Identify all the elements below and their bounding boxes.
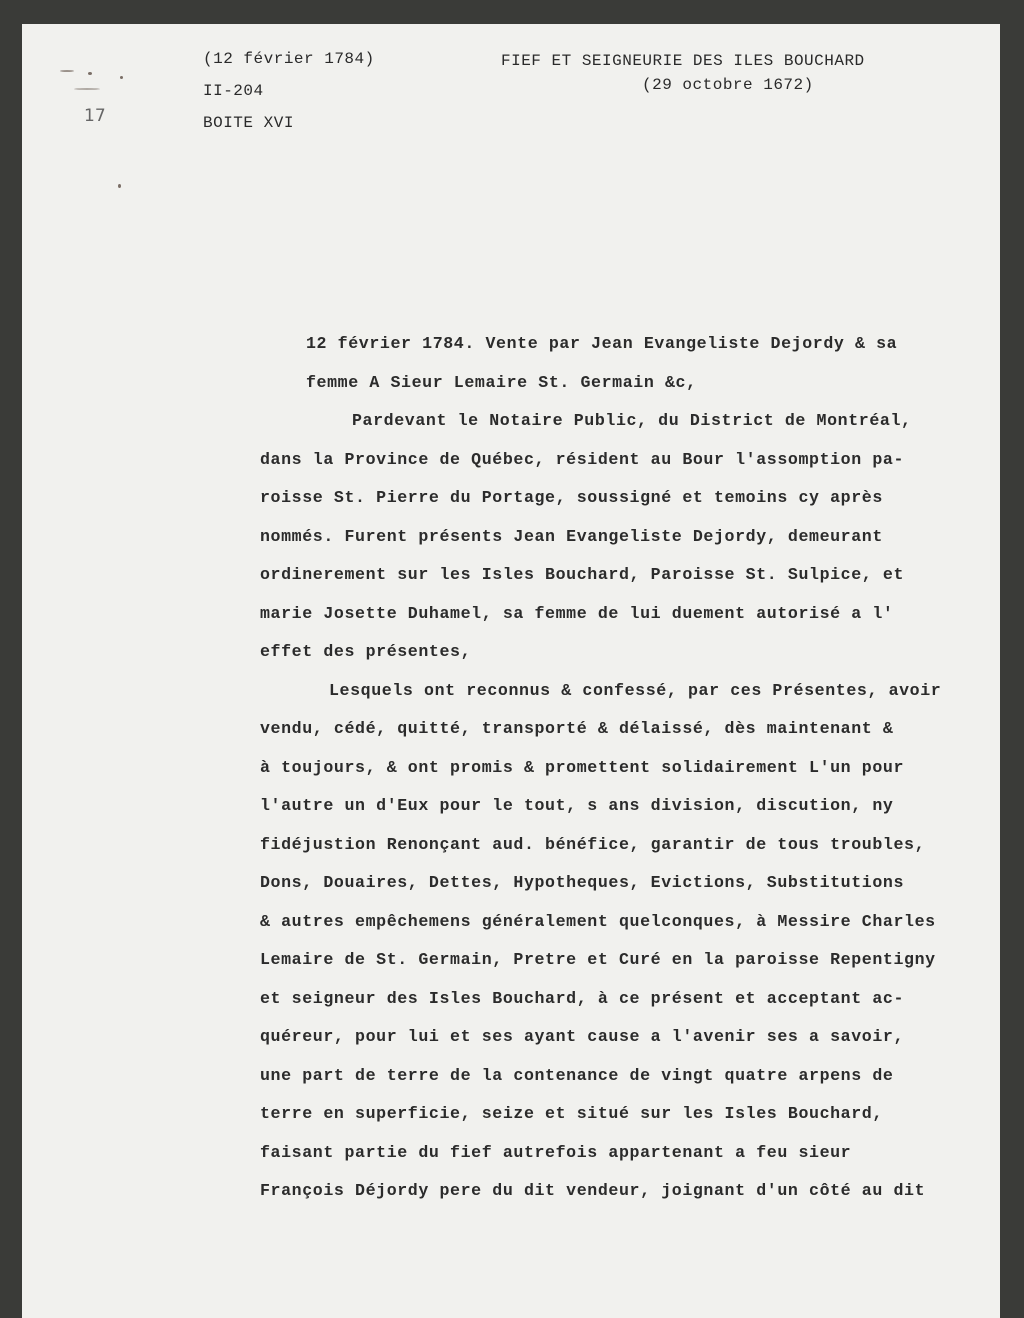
document-page <box>22 24 1000 1318</box>
margin-speck <box>60 70 74 72</box>
text-line: Lesquels ont reconnus & confessé, par ces Présentes, avoir <box>329 681 942 700</box>
text-line: vendu, cédé, quitté, transporté & délaissé, dès maintenant & <box>260 719 894 738</box>
text-line: terre en superficie, seize et situé sur les Isles Bouchard, <box>260 1104 883 1123</box>
text-line: l'autre un d'Eux pour le tout, s ans division, discution, ny <box>260 796 894 815</box>
text-line: fidéjustion Renonçant aud. bénéfice, garantir de tous troubles, <box>260 835 926 854</box>
text-line: marie Josette Duhamel, sa femme de lui duement autorisé a l' <box>260 604 894 623</box>
text-line: 12 février 1784. Vente par Jean Evangeliste Dejordy & sa <box>306 334 898 353</box>
header-date: (12 février 1784) <box>203 50 375 68</box>
text-line: à toujours, & ont promis & promettent solidairement L'un pour <box>260 758 905 777</box>
text-line: roisse St. Pierre du Portage, soussigné et temoins cy après <box>260 488 883 507</box>
text-line: effet des présentes, <box>260 642 472 661</box>
text-line: nommés. Furent présents Jean Evangeliste Dejordy, demeurant <box>260 527 883 546</box>
text-line: dans la Province de Québec, résident au Bour l'assomption pa- <box>260 450 905 469</box>
margin-speck <box>88 72 92 75</box>
header-reference: II-204 <box>203 82 264 100</box>
text-line: femme A Sieur Lemaire St. Germain &c, <box>306 373 697 392</box>
text-line: et seigneur des Isles Bouchard, à ce présent et acceptant ac- <box>260 989 905 1008</box>
text-line: une part de terre de la contenance de vingt quatre arpens de <box>260 1066 894 1085</box>
document-title: FIEF ET SEIGNEURIE DES ILES BOUCHARD <box>501 52 865 70</box>
margin-page-number: 17 <box>84 106 106 126</box>
margin-speck <box>74 88 100 90</box>
document-subtitle: (29 octobre 1672) <box>642 76 814 94</box>
text-line: Dons, Douaires, Dettes, Hypotheques, Evictions, Substitutions <box>260 873 905 892</box>
text-line: & autres empêchemens généralement quelconques, à Messire Charles <box>260 912 936 931</box>
text-line: quéreur, pour lui et ses ayant cause a l'avenir ses a savoir, <box>260 1027 905 1046</box>
header-box: BOITE XVI <box>203 114 294 132</box>
text-line: ordinerement sur les Isles Bouchard, Paroisse St. Sulpice, et <box>260 565 905 584</box>
margin-speck <box>120 76 123 79</box>
text-line: faisant partie du fief autrefois appartenant a feu sieur <box>260 1143 852 1162</box>
text-line: François Déjordy pere du dit vendeur, joignant d'un côté au dit <box>260 1181 926 1200</box>
text-line: Pardevant le Notaire Public, du District de Montréal, <box>352 411 912 430</box>
text-line: Lemaire de St. Germain, Pretre et Curé en la paroisse Repentigny <box>260 950 936 969</box>
margin-speck <box>118 184 121 188</box>
